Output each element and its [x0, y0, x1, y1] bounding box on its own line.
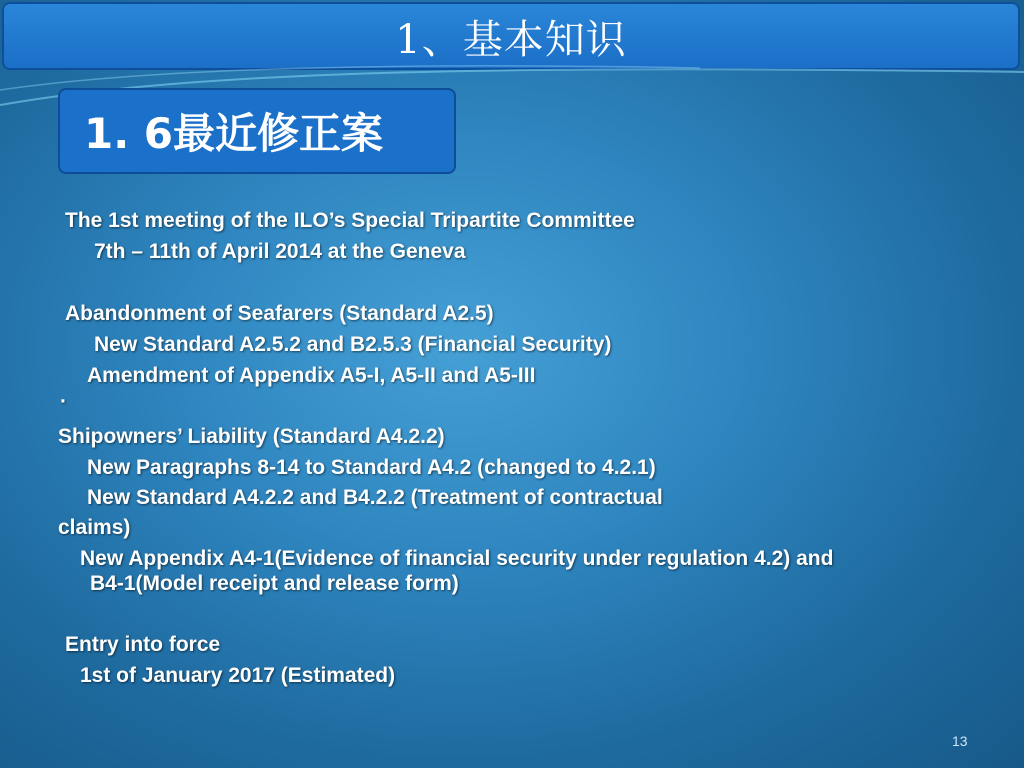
text-line: Entry into force [65, 633, 221, 656]
text-line: Abandonment of Seafarers (Standard A2.5) [65, 302, 494, 325]
page-title: 1、基本知识 [395, 16, 627, 63]
text-line: Shipowners’ Liability (Standard A4.2.2) [58, 425, 445, 448]
text-line: New Appendix A4-1(Evidence of financial security under regulation 4.2) and [80, 547, 834, 570]
text-line: Amendment of Appendix A5-I, A5-II and A5-III [87, 364, 536, 387]
bullet-dot: · [60, 390, 67, 413]
text-line: New Paragraphs 8-14 to Standard A4.2 (changed to 4.2.1) [87, 456, 656, 479]
text-line: New Standard A2.5.2 and B2.5.3 (Financial Security) [94, 333, 612, 356]
text-line: B4-1(Model receipt and release form) [90, 572, 459, 595]
text-line: 1st of January 2017 (Estimated) [80, 664, 396, 687]
page-number: 13 [952, 733, 968, 749]
text-line: The 1st meeting of the ILO’s Special Tripartite Committee [65, 209, 635, 232]
section-title: 1. 6最近修正案 [84, 109, 384, 158]
text-line: New Standard A4.2.2 and B4.2.2 (Treatment of contractual [87, 486, 663, 509]
text-line: 7th – 11th of April 2014 at the Geneva [94, 240, 466, 263]
text-line: claims) [58, 516, 131, 539]
